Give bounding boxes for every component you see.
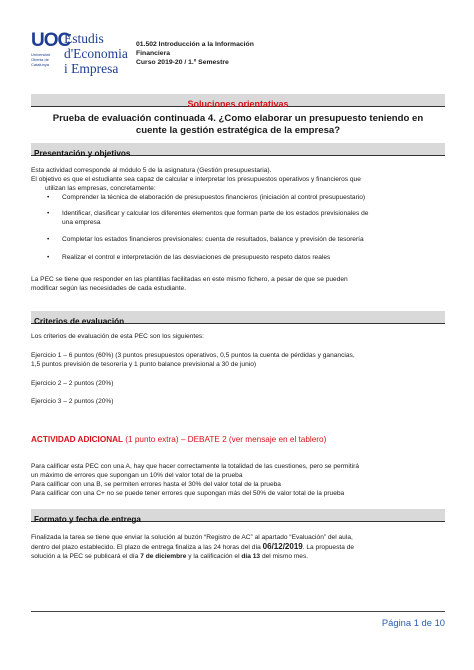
- uoc-mark: UOC: [31, 30, 71, 51]
- section-header-criterios: Criterios de evaluación: [31, 311, 445, 324]
- solutions-banner-text: Soluciones orientativas: [187, 99, 289, 109]
- page-number: Página 1 de 10: [381, 617, 445, 628]
- section-header-presentacion: Presentación y objetivos: [31, 143, 445, 156]
- paragraph-delivery: Finalizada la tarea se tiene que enviar la solución al buzón “Registro de AC” al apartado “Evaluación” del aula, dentro del plazo establecido. El plazo de entrega finaliza a las 24 horas del día 06/12/2019. La propuesta de solución a la PEC se publicará el día 7 de diciembre y la calificación el día 13 del mismo mes.: [31, 534, 355, 560]
- paragraph-template-note: La PEC se tiene que responder en las plantillas facilitadas en este mismo fichero, a pesar de que se pueden modificar según las necesidades de cada estudiante.: [31, 276, 348, 292]
- bullet-icon: •: [47, 210, 50, 217]
- additional-activity: [31, 435, 326, 445]
- paragraph-criteria-intro: Los criterios de evaluación de esta PEC son los siguientes:: [31, 333, 204, 340]
- grading-rules: Para calificar esta PEC con una A, hay que hacer correctamente la totalidad de las cuestiones, pero se permitirá un máximo de errores que supongan un 10% del valor total de la prueba Para calificar con una B, se permiten errores hasta el 30% del valor total de la prueba Para calificar con una C+ no se puede tener errores que supongan más del 50% de valor total de la prueba: [31, 463, 360, 497]
- faculty-name: Estudis d'Economia i Empresa: [64, 31, 128, 76]
- course-term: Curso 2019-20 / 1.º Semestre: [136, 59, 229, 66]
- document-title: Prueba de evaluación continuada 4. ¿Como elaborar un presupuesto teniendo en cuente la gestión estratégica de la empresa?: [52, 113, 424, 136]
- list-item: • Identificar, clasificar y calcular los diferentes elementos que forman parte de los estados previsionales de una empresa: [47, 210, 369, 226]
- list-item: • Completar los estados financieros previsionales: cuenta de resultados, balance y previsión de tesorería: [47, 236, 364, 243]
- course-name-line1: 01.502 Introducción a la Información: [136, 41, 254, 48]
- uoc-mark-subtitle: Universitat Oberta de Catalunya: [31, 52, 50, 67]
- footer-divider: [31, 611, 445, 612]
- exercise-3-criteria: Ejercicio 3 – 2 puntos (20%): [31, 398, 114, 405]
- paragraph-objective: El objetivo es que el estudiante sea capaz de calcular e interpretar los presupuestos operativos y financieros que utilizan las empresas, concretamente:: [31, 176, 361, 192]
- exercise-1-criteria: Ejercicio 1 – 6 puntos (60%) (3 puntos presupuestos operativos, 0,5 puntos la cuenta de pérdidas y ganancias, 1,5 puntos previsión de tesorería y 1 punto balance previsional a 30 de junio): [31, 352, 355, 368]
- additional-activity-label: ACTIVIDAD ADICIONAL: [31, 435, 124, 444]
- bullet-icon: •: [47, 236, 50, 243]
- paragraph-intro: Esta actividad corresponde al módulo 5 de la asignatura (Gestión presupuestaria).: [31, 167, 272, 174]
- course-header: [136, 40, 254, 67]
- additional-activity-detail: (1 punto extra) – DEBATE 2 (ver mensaje en el tablero): [123, 435, 327, 444]
- course-name-line2: Financiera: [136, 50, 170, 57]
- exercise-2-criteria: Ejercicio 2 – 2 puntos (20%): [31, 380, 114, 387]
- bullet-icon: •: [47, 194, 50, 201]
- grade-publication-date: día 13: [241, 552, 261, 560]
- solutions-banner: [31, 94, 445, 107]
- solution-publication-date: 7 de diciembre: [140, 552, 187, 560]
- list-item: • Comprender la técnica de elaboración de presupuestos financieros (iniciación al control presupuestario): [47, 194, 366, 201]
- list-item: • Realizar el control e interpretación de las desviaciones de presupuesto respeto datos reales: [47, 254, 331, 261]
- bullet-icon: •: [47, 254, 50, 261]
- uoc-logo: [31, 30, 131, 76]
- section-header-formato: Formato y fecha de entrega: [31, 509, 445, 522]
- deadline-date: 06/12/2019: [262, 541, 303, 551]
